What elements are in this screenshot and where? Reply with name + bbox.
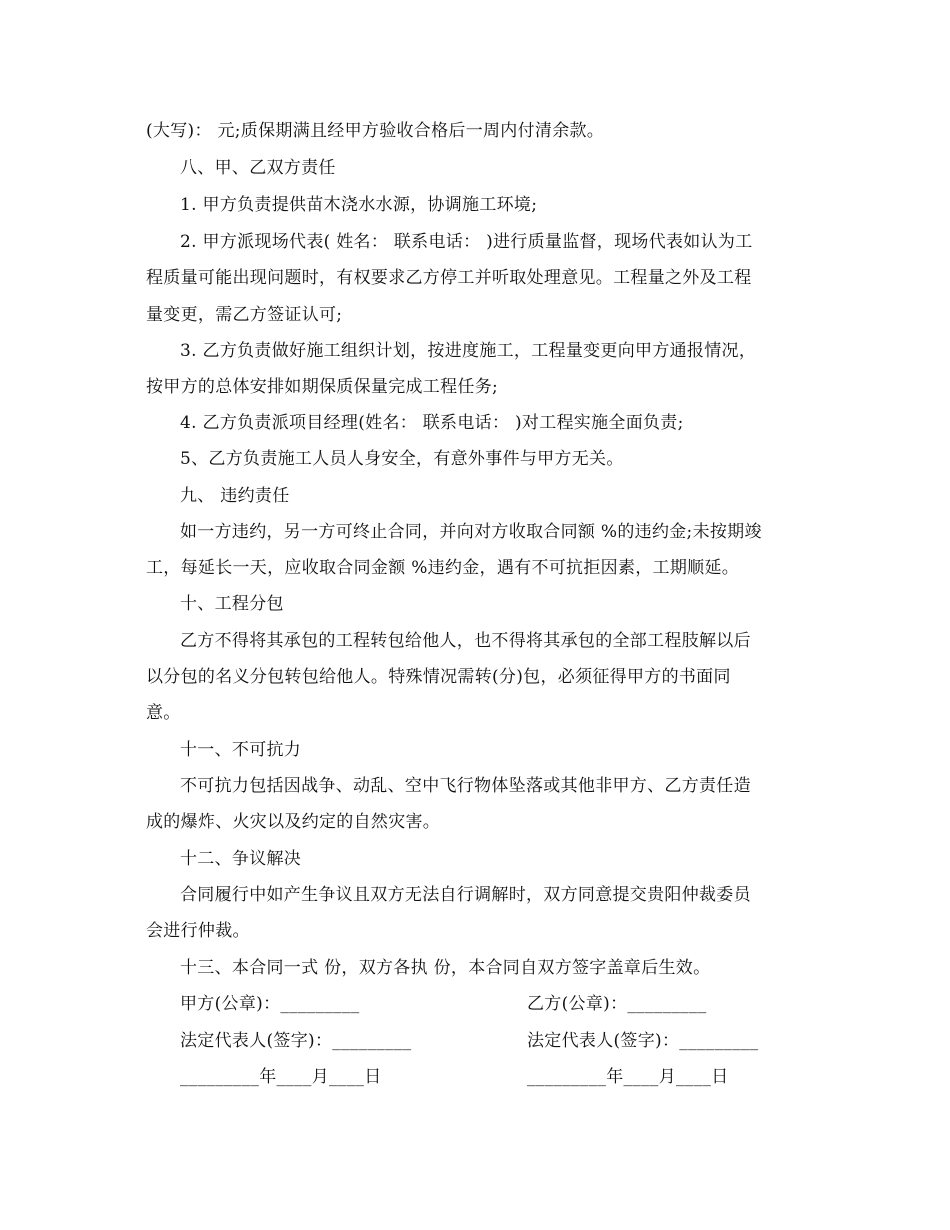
- paragraph-line: 不可抗力包括因战争、动乱、空中飞行物体坠落或其他非甲方、乙方责任造: [180, 776, 751, 796]
- paragraph-line: 1. 甲方负责提供苗木浇水水源，协调施工环境;: [180, 195, 538, 215]
- paragraph-line: 会进行仲裁。: [146, 921, 250, 941]
- section-heading: 九、 违约责任: [180, 486, 290, 506]
- party-a-date-line: _________年____月____日: [180, 1067, 382, 1087]
- party-b-date-line: _________年____月____日: [527, 1067, 729, 1087]
- paragraph-line: 乙方不得将其承包的工程转包给他人，也不得将其承包的全部工程肢解以后: [180, 631, 751, 651]
- paragraph-line: 以分包的名义分包转包给他人。特殊情况需转(分)包，必须征得甲方的书面同: [146, 667, 731, 687]
- paragraph-line: 按甲方的总体安排如期保质保量完成工程任务;: [146, 377, 499, 397]
- paragraph-line: 2. 甲方派现场代表( 姓名： 联系电话： )进行质量监督，现场代表如认为工: [180, 232, 753, 252]
- section-heading: 八、甲、乙双方责任: [180, 158, 336, 178]
- paragraph-line: 成的爆炸、火灾以及约定的自然灾害。: [146, 812, 441, 832]
- paragraph-line: 量变更，需乙方签证认可;: [146, 305, 343, 325]
- paragraph-line: 如一方违约，另一方可终止合同，并向对方收取合同额 %的违约金;未按期竣: [180, 522, 762, 542]
- paragraph-line: 5、乙方负责施工人员人身安全，有意外事件与甲方无关。: [180, 449, 624, 469]
- section-heading: 十二、争议解决: [180, 849, 302, 869]
- party-b-seal-line: 乙方(公章)：_________: [527, 994, 707, 1014]
- paragraph-line: 合同履行中如产生争议且双方无法自行调解时，双方同意提交贵阳仲裁委员: [180, 885, 751, 905]
- section-heading: 十、工程分包: [180, 594, 284, 614]
- paragraph-line: 程质量可能出现问题时，有权要求乙方停工并听取处理意见。工程量之外及工程: [146, 268, 752, 288]
- paragraph-line: 意。: [146, 703, 181, 723]
- paragraph-line: 4. 乙方负责派项目经理(姓名： 联系电话： )对工程实施全面负责;: [180, 413, 684, 433]
- party-b-representative-line: 法定代表人(签字)：_________: [527, 1031, 759, 1051]
- paragraph-line: 工，每延长一天，应收取合同金额 %违约金，遇有不可抗拒因素，工期顺延。: [146, 558, 740, 578]
- paragraph-line: (大写)： 元;质保期满且经甲方验收合格后一周内付清余款。: [146, 121, 605, 141]
- party-a-representative-line: 法定代表人(签字)：_________: [180, 1031, 412, 1051]
- section-heading: 十一、不可抗力: [180, 740, 302, 760]
- party-a-seal-line: 甲方(公章)：_________: [180, 994, 360, 1014]
- paragraph-line: 3. 乙方负责做好施工组织计划，按进度施工，工程量变更向甲方通报情况，: [180, 341, 757, 361]
- paragraph-line: 十三、本合同一式 份，双方各执 份，本合同自双方签字盖章后生效。: [180, 958, 711, 978]
